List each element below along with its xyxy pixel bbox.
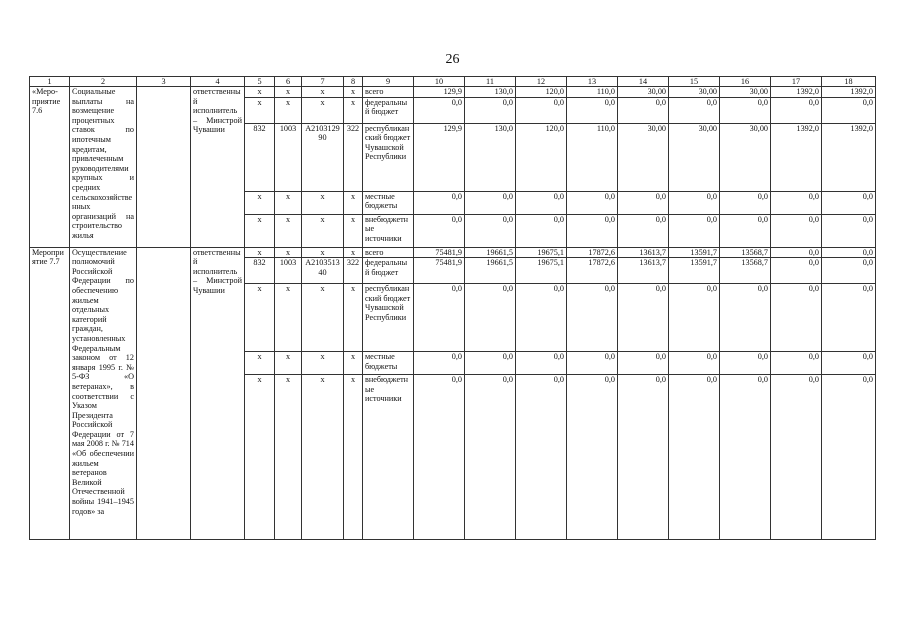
header-cell: 5: [245, 77, 275, 87]
amount-cell: 0,0: [465, 97, 516, 123]
code-section: 1003: [275, 258, 302, 284]
code-grbs: x: [245, 352, 275, 375]
amount-cell: 0,0: [516, 352, 567, 375]
amount-cell: 1392,0: [771, 123, 822, 191]
amount-cell: 13613,7: [618, 258, 669, 284]
event-executor: ответственный исполнитель – Минстрой Чувашии: [191, 247, 245, 540]
amount-cell: 17872,6: [567, 258, 618, 284]
amount-cell: 0,0: [516, 284, 567, 352]
amount-cell: 0,0: [618, 284, 669, 352]
header-cell: 11: [465, 77, 516, 87]
code-expense: x: [344, 284, 363, 352]
amount-cell: 0,0: [567, 214, 618, 247]
amount-cell: 0,0: [822, 191, 876, 214]
amount-cell: 0,0: [618, 352, 669, 375]
header-cell: 2: [70, 77, 137, 87]
code-expense: x: [344, 214, 363, 247]
amount-cell: 0,0: [771, 258, 822, 284]
header-cell: 3: [137, 77, 191, 87]
amount-cell: 0,0: [669, 191, 720, 214]
code-target: x: [302, 87, 344, 98]
amount-cell: 30,00: [618, 87, 669, 98]
amount-cell: 129,9: [414, 87, 465, 98]
amount-cell: 13568,7: [720, 247, 771, 258]
amount-cell: 110,0: [567, 123, 618, 191]
code-section: x: [275, 97, 302, 123]
code-expense: x: [344, 352, 363, 375]
amount-cell: 0,0: [822, 258, 876, 284]
amount-cell: 19661,5: [465, 258, 516, 284]
amount-cell: 30,00: [618, 123, 669, 191]
amount-cell: 0,0: [414, 191, 465, 214]
amount-cell: 0,0: [771, 284, 822, 352]
code-grbs: x: [245, 214, 275, 247]
amount-cell: 120,0: [516, 87, 567, 98]
amount-cell: 75481,9: [414, 258, 465, 284]
amount-cell: 0,0: [771, 375, 822, 540]
amount-cell: 0,0: [465, 284, 516, 352]
amount-cell: 19661,5: [465, 247, 516, 258]
amount-cell: 0,0: [516, 214, 567, 247]
amount-cell: 13568,7: [720, 258, 771, 284]
code-expense: x: [344, 375, 363, 540]
amount-cell: 129,9: [414, 123, 465, 191]
amount-cell: 130,0: [465, 87, 516, 98]
code-expense: x: [344, 97, 363, 123]
amount-cell: 0,0: [669, 284, 720, 352]
code-grbs: x: [245, 284, 275, 352]
header-cell: 18: [822, 77, 876, 87]
amount-cell: 0,0: [720, 284, 771, 352]
amount-cell: 1392,0: [822, 123, 876, 191]
amount-cell: 0,0: [669, 352, 720, 375]
table-body: [30, 77, 876, 540]
code-grbs: x: [245, 191, 275, 214]
code-section: x: [275, 87, 302, 98]
funding-source: всего: [363, 87, 414, 98]
amount-cell: 0,0: [669, 214, 720, 247]
code-expense: 322: [344, 258, 363, 284]
code-target: x: [302, 214, 344, 247]
code-section: x: [275, 191, 302, 214]
code-target: A210312990: [302, 123, 344, 191]
amount-cell: 30,00: [669, 87, 720, 98]
code-expense: x: [344, 191, 363, 214]
amount-cell: 0,0: [567, 375, 618, 540]
amount-cell: 0,0: [567, 191, 618, 214]
amount-cell: 0,0: [669, 97, 720, 123]
code-grbs: x: [245, 97, 275, 123]
header-cell: 14: [618, 77, 669, 87]
code-grbs: 832: [245, 258, 275, 284]
amount-cell: 0,0: [567, 352, 618, 375]
amount-cell: 1392,0: [771, 87, 822, 98]
amount-cell: 0,0: [720, 214, 771, 247]
code-grbs: x: [245, 375, 275, 540]
amount-cell: 0,0: [618, 214, 669, 247]
header-cell: 1: [30, 77, 70, 87]
amount-cell: 0,0: [720, 375, 771, 540]
event-name: Социальные выплаты на возмещение процентных ставок по ипотечным кредитам, привлеченным руководителями крупных и средних сельскохозяйственных организаций на строительство жилья: [70, 87, 137, 248]
header-cell: 10: [414, 77, 465, 87]
amount-cell: 0,0: [414, 214, 465, 247]
event-col3: [137, 87, 191, 248]
table-row: [30, 247, 876, 258]
code-target: x: [302, 284, 344, 352]
amount-cell: 0,0: [822, 97, 876, 123]
amount-cell: 0,0: [414, 97, 465, 123]
amount-cell: 0,0: [771, 214, 822, 247]
amount-cell: 17872,6: [567, 247, 618, 258]
code-target: x: [302, 352, 344, 375]
amount-cell: 0,0: [771, 352, 822, 375]
amount-cell: 0,0: [618, 191, 669, 214]
event-id: «Меро-приятие 7.6: [30, 87, 70, 248]
amount-cell: 19675,1: [516, 247, 567, 258]
code-grbs: 832: [245, 123, 275, 191]
amount-cell: 0,0: [465, 214, 516, 247]
header-cell: 4: [191, 77, 245, 87]
code-target: A210351340: [302, 258, 344, 284]
amount-cell: 30,00: [720, 87, 771, 98]
amount-cell: 0,0: [720, 97, 771, 123]
event-executor: ответственный исполнитель – Минстрой Чувашии: [191, 87, 245, 248]
table-row: [30, 87, 876, 98]
header-cell: 6: [275, 77, 302, 87]
amount-cell: 0,0: [618, 97, 669, 123]
amount-cell: 0,0: [465, 375, 516, 540]
amount-cell: 0,0: [822, 214, 876, 247]
header-cell: 13: [567, 77, 618, 87]
amount-cell: 0,0: [567, 284, 618, 352]
amount-cell: 0,0: [720, 352, 771, 375]
funding-source: местные бюджеты: [363, 352, 414, 375]
amount-cell: 30,00: [669, 123, 720, 191]
code-section: x: [275, 214, 302, 247]
amount-cell: 13591,7: [669, 247, 720, 258]
amount-cell: 120,0: [516, 123, 567, 191]
amount-cell: 1392,0: [822, 87, 876, 98]
amount-cell: 0,0: [516, 191, 567, 214]
amount-cell: 0,0: [465, 352, 516, 375]
code-expense: 322: [344, 123, 363, 191]
code-section: x: [275, 352, 302, 375]
budget-table: [29, 76, 876, 540]
header-cell: 12: [516, 77, 567, 87]
event-col3: [137, 247, 191, 540]
amount-cell: 110,0: [567, 87, 618, 98]
header-cell: 7: [302, 77, 344, 87]
header-cell: 8: [344, 77, 363, 87]
header-row: [30, 77, 876, 87]
amount-cell: 0,0: [771, 191, 822, 214]
amount-cell: 0,0: [771, 247, 822, 258]
amount-cell: 13591,7: [669, 258, 720, 284]
amount-cell: 0,0: [822, 247, 876, 258]
amount-cell: 19675,1: [516, 258, 567, 284]
funding-source: республиканский бюджет Чувашской Республики: [363, 123, 414, 191]
amount-cell: 0,0: [516, 97, 567, 123]
funding-source: внебюджетные источники: [363, 375, 414, 540]
code-section: x: [275, 247, 302, 258]
amount-cell: 0,0: [822, 284, 876, 352]
funding-source: федеральный бюджет: [363, 258, 414, 284]
amount-cell: 0,0: [516, 375, 567, 540]
funding-source: всего: [363, 247, 414, 258]
amount-cell: 0,0: [618, 375, 669, 540]
amount-cell: 0,0: [822, 352, 876, 375]
code-target: x: [302, 247, 344, 258]
code-grbs: x: [245, 247, 275, 258]
amount-cell: 75481,9: [414, 247, 465, 258]
page-number: 26: [445, 52, 460, 67]
amount-cell: 13613,7: [618, 247, 669, 258]
event-id: Мероприятие 7.7: [30, 247, 70, 540]
amount-cell: 0,0: [465, 191, 516, 214]
code-section: 1003: [275, 123, 302, 191]
amount-cell: 130,0: [465, 123, 516, 191]
amount-cell: 0,0: [822, 375, 876, 540]
code-target: x: [302, 375, 344, 540]
amount-cell: 0,0: [567, 97, 618, 123]
header-cell: 16: [720, 77, 771, 87]
amount-cell: 0,0: [720, 191, 771, 214]
amount-cell: 0,0: [669, 375, 720, 540]
amount-cell: 30,00: [720, 123, 771, 191]
funding-source: местные бюджеты: [363, 191, 414, 214]
amount-cell: 0,0: [771, 97, 822, 123]
header-cell: 9: [363, 77, 414, 87]
amount-cell: 0,0: [414, 352, 465, 375]
amount-cell: 0,0: [414, 375, 465, 540]
code-target: x: [302, 191, 344, 214]
code-target: x: [302, 97, 344, 123]
funding-source: республиканский бюджет Чувашской Республики: [363, 284, 414, 352]
funding-source: внебюджетные источники: [363, 214, 414, 247]
code-section: x: [275, 284, 302, 352]
code-grbs: x: [245, 87, 275, 98]
funding-source: федеральный бюджет: [363, 97, 414, 123]
header-cell: 15: [669, 77, 720, 87]
amount-cell: 0,0: [414, 284, 465, 352]
event-name: Осуществление полномочий Российской Федерации по обеспечению жильем отдельных категорий граждан, установленных Федеральным законом от 12 января 1995 г. № 5-ФЗ «О ветеранах», в соответствии с Указом Президента Российской Федерации от 7 мая 2008 г. № 714 «Об обеспечении жильем ветеранов Великой Отечественной войны 1941–1945 годов» за: [70, 247, 137, 540]
code-expense: x: [344, 87, 363, 98]
code-section: x: [275, 375, 302, 540]
header-cell: 17: [771, 77, 822, 87]
code-expense: x: [344, 247, 363, 258]
